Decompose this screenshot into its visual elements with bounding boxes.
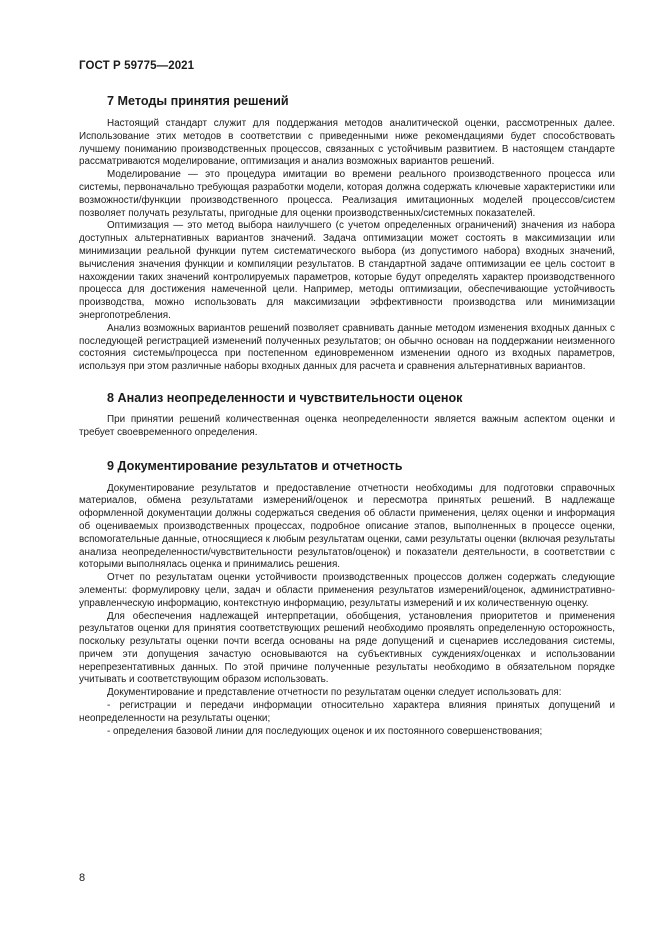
page-number: 8: [79, 872, 86, 884]
section-8-paragraph: При принятии решений количественная оценка неопределенности является важным аспектом оценки и требует своевременного определения.: [79, 413, 615, 438]
section-7-paragraph: Настоящий стандарт служит для поддержания методов аналитической оценки, рассмотренных далее. Использование этих методов в соответствии с приведенными ниже рекомендациями будет способствовать лучшему пониманию производственных процессов, связанных с устойчивым развитием. В настоящем стандарте рассматриваются моделирование, оптимизация и анализ возможных вариантов решений.: [79, 118, 615, 168]
section-7-title: 7 Методы принятия решений: [107, 94, 289, 108]
section-7-paragraph: Моделирование — это процедура имитации во времени реального производственного процесса или системы, первоначально требующая разработки модели, которая должна содержать ключевые характеристики или возможности/функции производственного процесса. Реализация имитационных моделей процессов/систем позволяет получать результаты, пригодные для оценки производственных/системных показателей.: [79, 169, 615, 219]
document-body: [79, 92, 615, 738]
section-7-paragraph: Анализ возможных вариантов решений позволяет сравнивать данные методом изменения входных данных с последующей регистрацией изменений полученных результатов; он обычно основан на поддержании неизменного состояния системы/процесса при постепенном единовременном изменении одного из входных параметров, используя при этом различные наборы входных данных для расчета и сравнения альтернативных вариантов.: [79, 322, 615, 373]
section-9-list-item: - определения базовой линии для последующих оценок и их постоянного совершенствования;: [107, 725, 543, 737]
section-8-title: 8 Анализ неопределенности и чувствительности оценок: [107, 390, 463, 405]
document-header-standard-number: ГОСТ Р 59775—2021: [79, 60, 195, 72]
section-9-list-item: - регистрации и передачи информации относительно характера влияния принятых допущений и неопределенности на результаты оценки;: [79, 700, 615, 724]
section-9-paragraph: Документирование результатов и предоставление отчетности необходимы для подготовки справочных материалов, обмена результатами измерений/оценок и пересмотра принятых решений. В надлежаще оформленной документации должны содержаться сведения об области применения, целях оценки и информация об оцениваемых производственных процессах, подробное описание этапов, выполненных в процессе оценки, вспомогательные данные, относящиеся к любым результатам оценки, сами результаты оценки (включая результаты анализа неопределенности/чувствительности результатов/оценок) и показатели деятельности, в соответствии с которыми выполнялась оценка и принимались решения.: [79, 482, 615, 571]
section-9-paragraph: Для обеспечения надлежащей интерпретации, обобщения, установления приоритетов и применения результатов оценки для принятия соответствующих решений необходимо проявлять определенную осторожность, поскольку результаты оценки почти всегда основаны на ряде допущений и сценариев исследования системы, причем эти допущения зачастую основываются на субъективных суждениях/оценках и использовании нерепрезентативных данных. По этой причине полученные результаты необходимо в обязательном порядке учитывать и соответствующим образом использовать.: [79, 610, 615, 686]
section-9-paragraph: Документирование и представление отчетности по результатам оценки следует использовать для:: [107, 687, 562, 699]
section-9-title: 9 Документирование результатов и отчетность: [107, 458, 403, 473]
section-9-paragraph: Отчет по результатам оценки устойчивости производственных процессов должен содержать следующие элементы: формулировку цели, задач и области применения результатов измерений/оценок, административно-управленческую информацию, контекстную информацию, результаты измерений и их количественную оценку.: [79, 572, 615, 609]
section-7-paragraph: Оптимизация — это метод выбора наилучшего (с учетом определенных ограничений) значения из набора доступных альтернативных вариантов значений. Задача оптимизации может состоять в максимизации или минимизации реальной функции путем систематического выбора (из допустимого набора) входных значений, вычисления значения функции и компиляции результатов. В стандартной задаче оптимизации ее цель состоит в нахождении таких значений контролируемых параметров, которые будут определять характер производственного процесса для достижения намеченной цели. Например, методы оптимизации, обеспечивающие устойчивость производства, можно использовать для максимизации эффективности производства или минимизации энергопотребления.: [79, 220, 615, 321]
